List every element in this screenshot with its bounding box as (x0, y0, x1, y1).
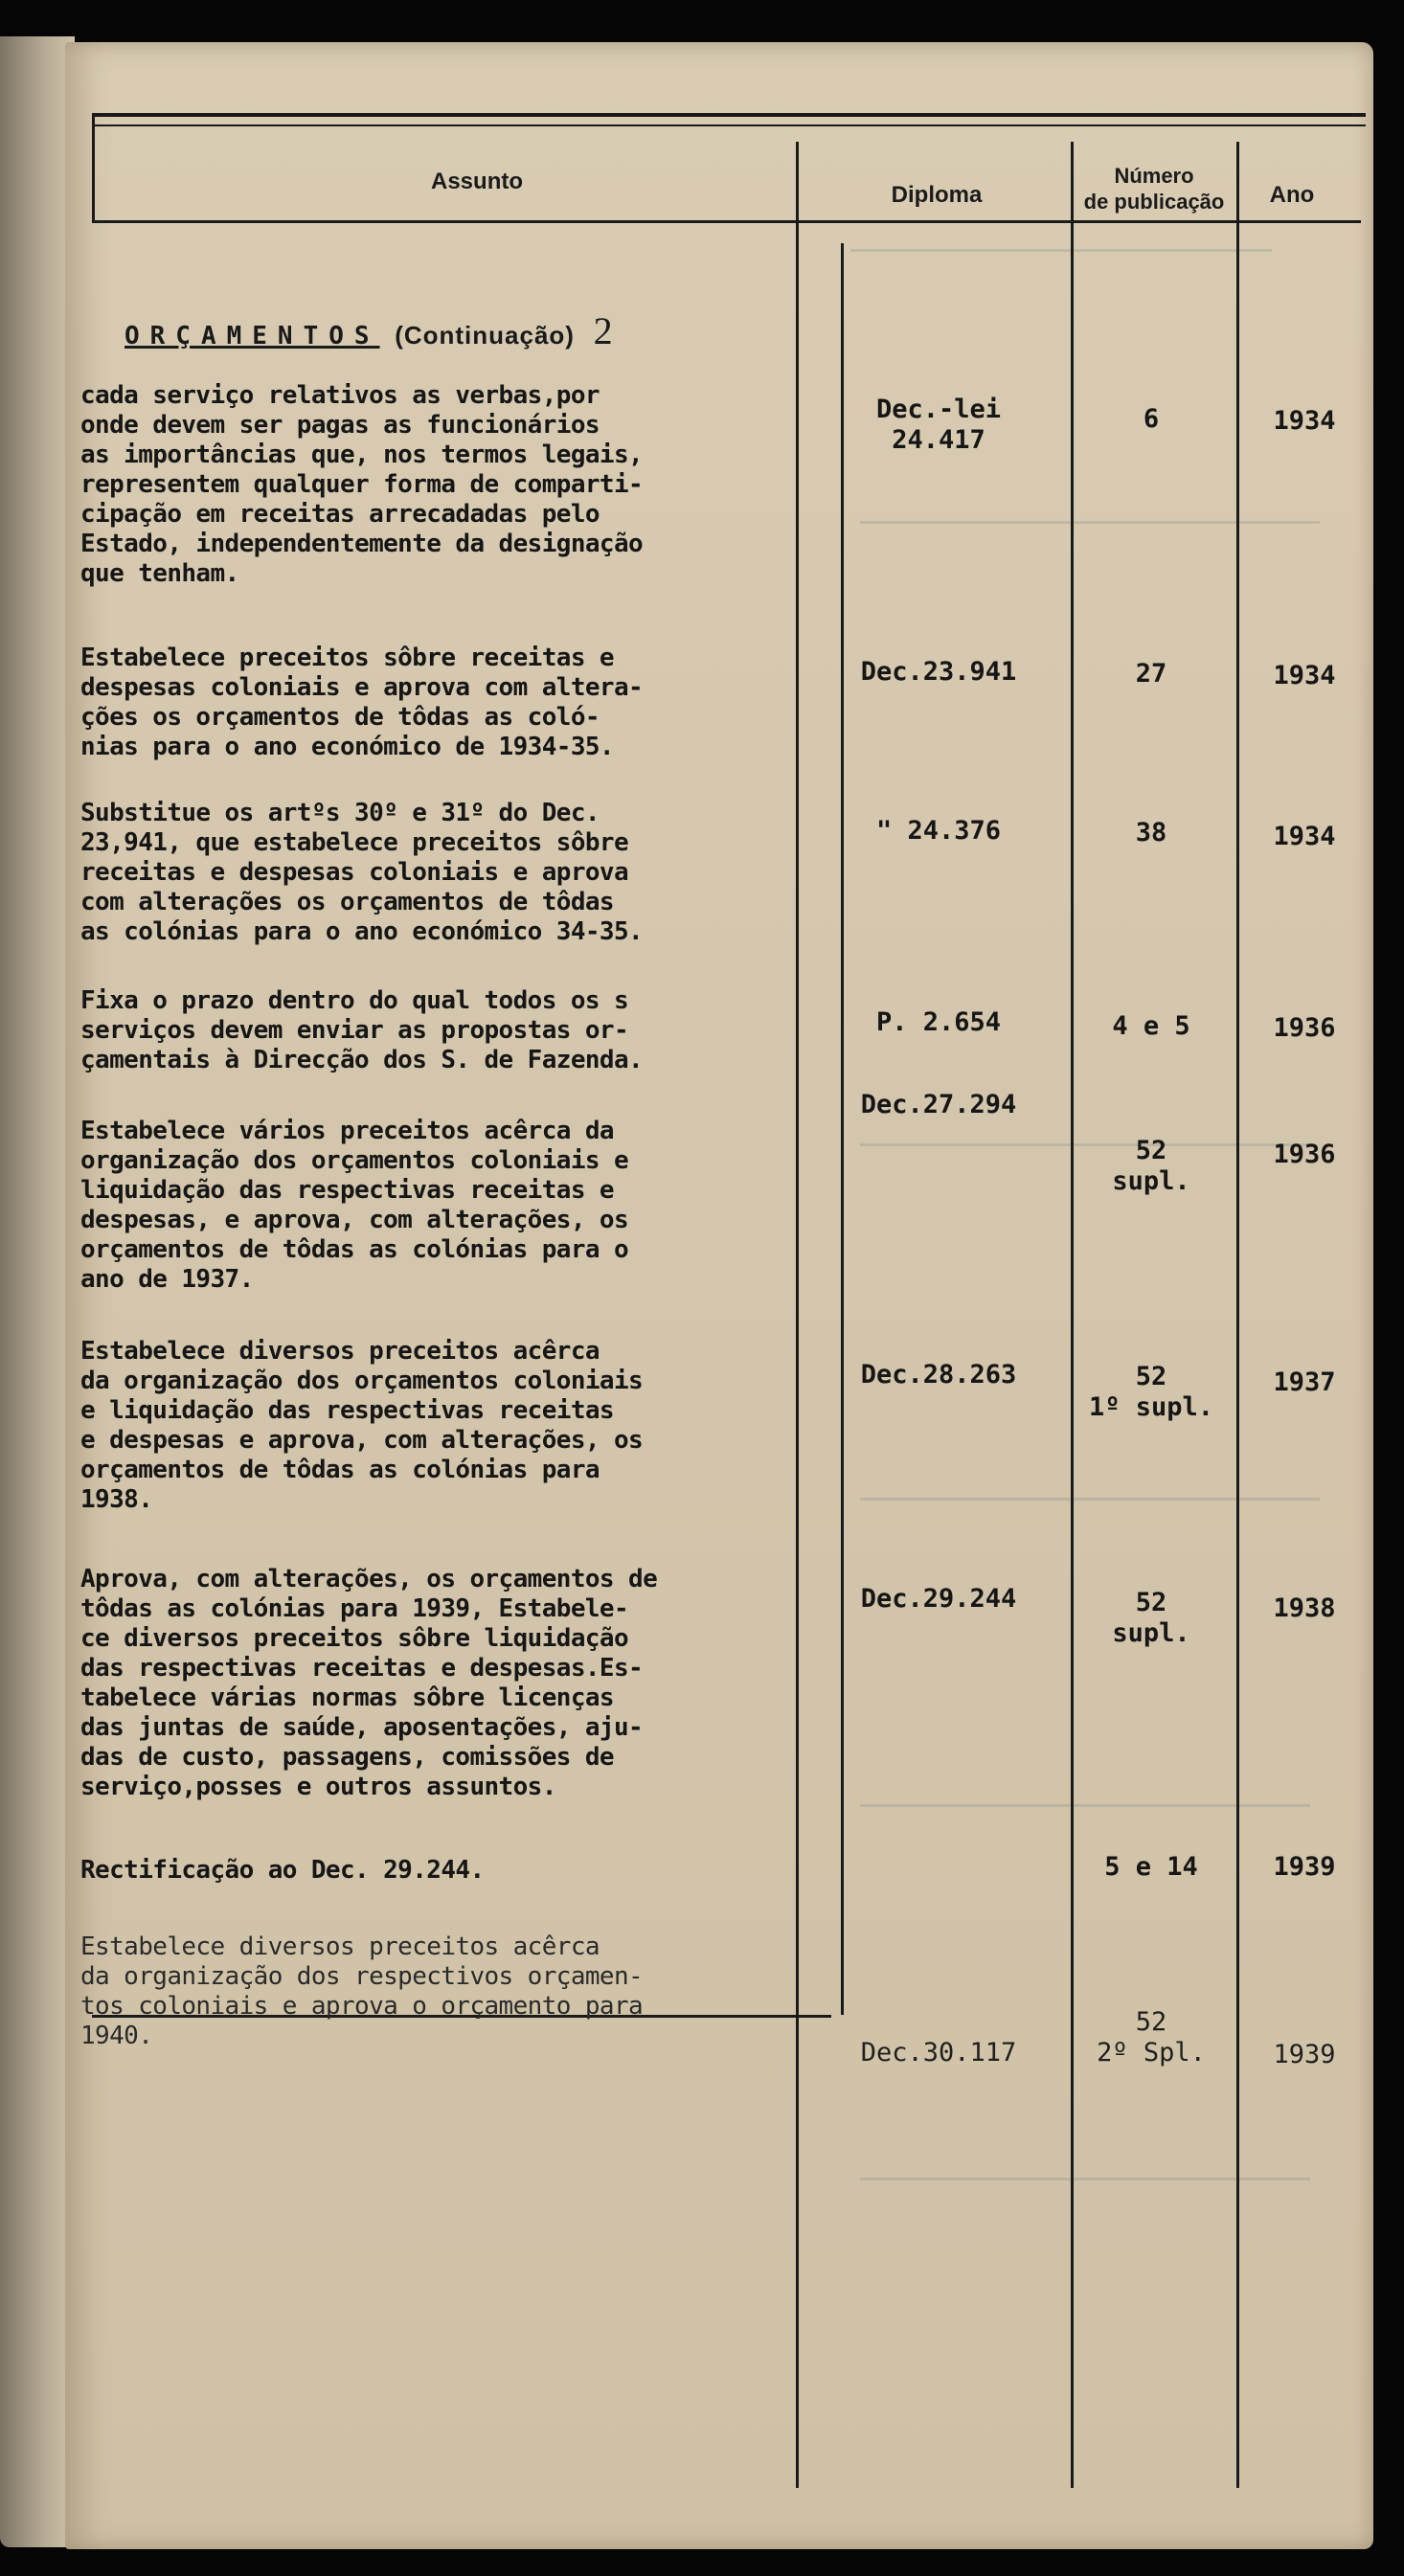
entry-diploma: " 24.376 (875, 816, 1002, 846)
entry-numero: 52 supl. (1112, 1588, 1190, 1648)
show-through-line (860, 521, 1320, 524)
assunto-inner-rule (841, 243, 844, 2015)
header-diploma: Diploma (891, 182, 983, 208)
entry-diploma: Dec.23.941 (860, 657, 1017, 687)
entry-ano: 1934 (1273, 661, 1336, 690)
entry-assunto: Estabelece vários preceitos acêrca da organização dos orçamentos coloniais e liquidação das respectivas receitas e despesas, e aprova, com alterações, os orçamentos de tôdas as colónias para o ano de 1937. (80, 1117, 629, 1294)
entry-assunto: Fixa o prazo dentro do qual todos os s serviços devem enviar as propostas or- çamentais à Direcção dos S. de Fazenda. (80, 986, 644, 1074)
entry-assunto: Estabelece diversos preceitos acêrca da organização dos orçamentos coloniais e liquidação das respectivas receitas e despesas e aprova, com alterações, os orçamentos de tôdas as colónias para 1938. (80, 1337, 644, 1514)
entry-diploma: Dec.27.294 (860, 1090, 1017, 1119)
entry-numero: 4 e 5 (1112, 1011, 1190, 1041)
table-top-rule-thin (92, 124, 1366, 126)
entry-diploma: Dec.29.244 (860, 1584, 1017, 1614)
show-through-line (860, 1804, 1310, 1807)
entry-numero: 52 supl. (1112, 1136, 1190, 1196)
entry-ano: 1938 (1273, 1593, 1336, 1623)
numero-column-rule (1071, 142, 1074, 2488)
entry-numero: 5 e 14 (1104, 1852, 1198, 1882)
entry-ano: 1934 (1273, 822, 1336, 851)
entry-ano: 1939 (1273, 2040, 1336, 2069)
entry-diploma: P. 2.654 (875, 1007, 1002, 1037)
entry-assunto: Estabelece preceitos sôbre receitas e despesas coloniais e aprova com altera- ções os orçamentos de tôdas as coló- nias para o ano económico de 1934-35. (80, 644, 644, 761)
entry-assunto: Estabelece diversos preceitos acêrca da organização dos respectivos orçamen- tos coloniais e aprova o orçamento para 1940. (80, 1932, 644, 2050)
entry-diploma: Dec.28.263 (860, 1360, 1017, 1390)
facing-page-edge (0, 36, 75, 2547)
section-title (125, 308, 613, 353)
entry-ano: 1939 (1273, 1852, 1336, 1882)
entry-numero: 27 (1135, 659, 1167, 689)
header-assunto: Assunto (431, 169, 523, 194)
entry-numero: 38 (1135, 818, 1167, 847)
entry-numero: 6 (1143, 404, 1160, 434)
table-top-rule (92, 113, 1366, 117)
section-title-text: ORÇAMENTOS (125, 322, 380, 350)
entry-ano: 1936 (1273, 1013, 1336, 1043)
entry-ano: 1934 (1273, 406, 1336, 436)
entry-ano: 1937 (1273, 1367, 1336, 1397)
header-numero-publicacao: Número de publicação (1083, 164, 1225, 214)
show-through-line (860, 2178, 1310, 2181)
section-title-continuation: (Continuação) (395, 321, 575, 350)
entry-numero: 52 2º Spl. (1097, 2007, 1206, 2068)
header-ano: Ano (1269, 182, 1315, 208)
ano-column-rule (1236, 142, 1239, 2488)
entry-numero: 52 1º supl. (1088, 1362, 1214, 1422)
table-left-rule (92, 113, 95, 223)
handwritten-page-mark: 2 (593, 309, 613, 352)
header-bottom-rule (92, 220, 1361, 223)
entry-assunto: cada serviço relativos as verbas,por onde devem ser pagas as funcionários as importâncias que, nos termos legais, representem qualquer forma de comparti- cipação em receitas arrecadadas pelo Estado, independentemente da designação que tenham. (80, 381, 644, 588)
show-through-line (850, 249, 1272, 252)
entry-diploma: Dec.-lei 24.417 (875, 395, 1002, 455)
entry-assunto: Rectificação ao Dec. 29.244. (80, 1856, 485, 1885)
entry-assunto: Substitue os artºs 30º e 31º do Dec. 23,941, que estabelece preceitos sôbre receitas e despesas coloniais e aprova com alterações os orçamentos de tôdas as colónias para o ano económico 34-35. (80, 799, 644, 946)
entry-ano: 1936 (1273, 1140, 1336, 1169)
entry-diploma: Dec.30.117 (860, 2038, 1017, 2068)
diploma-column-rule (796, 142, 799, 2488)
entry-assunto: Aprova, com alterações, os orçamentos de tôdas as colónias para 1939, Estabele- ce diversos preceitos sôbre liquidação das respectivas receitas e despesas.Es- tabelece várias normas sôbre licenças das juntas de saúde, aposentações, aju- das de custo, passagens, comissões de serviço,posses e outros assuntos. (80, 1565, 658, 1801)
show-through-line (860, 1498, 1320, 1501)
